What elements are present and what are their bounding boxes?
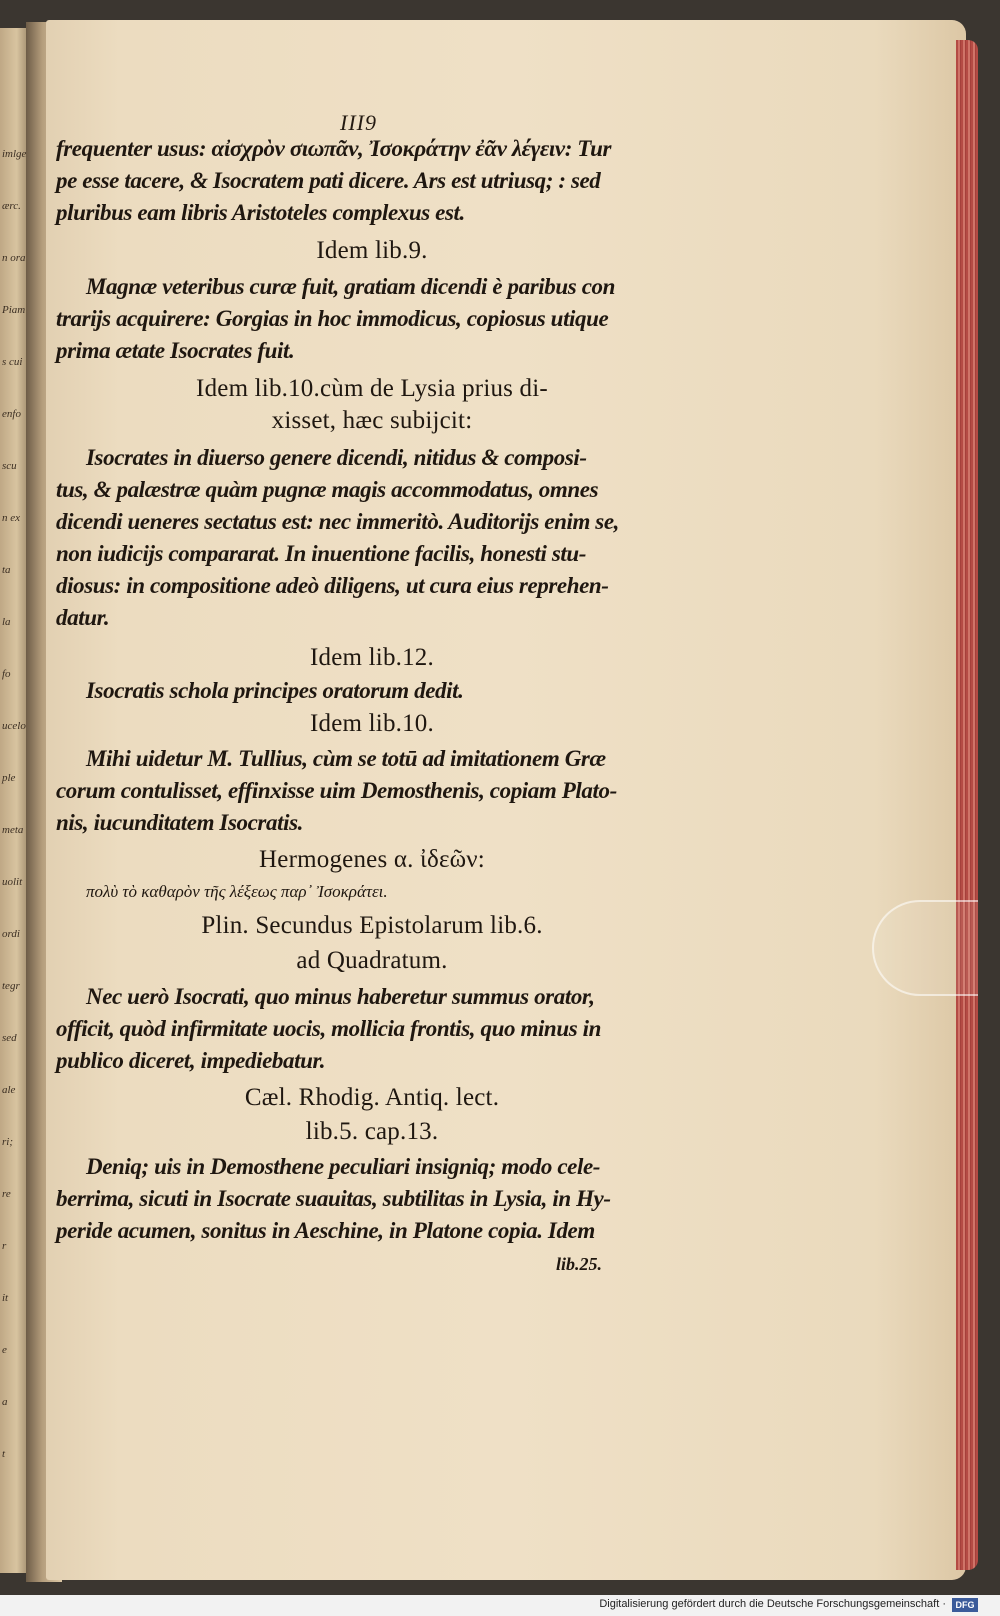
margin-note: scu — [2, 460, 17, 472]
margin-note: a — [2, 1396, 8, 1408]
section-heading: lib.5. cap.13. — [305, 1118, 439, 1145]
margin-note: ta — [2, 564, 11, 576]
text-line: Isocratis schola principes oratorum dedit. — [86, 678, 464, 703]
margin-note: tegr — [2, 980, 20, 992]
text-line: pluribus eam libris Aristoteles complexus est. — [56, 200, 465, 225]
margin-note: meta — [2, 824, 24, 836]
margin-note: sed — [2, 1032, 17, 1044]
margin-note: ale — [2, 1084, 16, 1096]
margin-note: la — [2, 616, 11, 628]
section-heading: Idem lib.12. — [310, 644, 434, 671]
text-line: berrima, sicuti in Isocrate suauitas, subtilitas in Lysia, in Hy- — [56, 1186, 611, 1211]
plastic-page-clip — [872, 900, 978, 996]
margin-note: uolit — [2, 876, 23, 888]
margin-note: re — [2, 1188, 11, 1200]
text-line: officit, quòd infirmitate uocis, mollicia frontis, quo minus in — [56, 1016, 601, 1041]
text-line: peride acumen, sonitus in Aeschine, in Platone copia. Idem — [56, 1218, 595, 1243]
section-heading: Plin. Secundus Epistolarum lib.6. — [201, 912, 543, 939]
margin-note: it — [2, 1292, 9, 1304]
section-heading: Hermogenes α. ἰδεῶν: — [259, 846, 485, 873]
red-page-edges — [956, 40, 978, 1570]
margin-note: ri; — [2, 1136, 13, 1148]
text-line: non iudicijs compararat. In inuentione facilis, honesti stu- — [56, 541, 587, 566]
margin-note: ordi — [2, 928, 20, 940]
text-line: prima ætate Isocrates fuit. — [56, 338, 295, 363]
margin-note: fo — [2, 668, 11, 680]
margin-note: n ex — [2, 512, 21, 524]
text-line: dicendi ueneres sectatus est: nec immeritò. Auditorijs enim se, — [56, 509, 619, 534]
footer-credit: Digitalisierung gefördert durch die Deutsche Forschungsgemeinschaft · — [599, 1598, 946, 1610]
text-line: Nec uerò Isocrati, quo minus haberetur summus orator, — [86, 984, 595, 1009]
section-heading: Cæl. Rhodig. Antiq. lect. — [244, 1084, 500, 1111]
text-line: pe esse tacere, & Isocratem pati dicere. Ars est utriusq; : sed — [56, 168, 601, 193]
text-line: diosus: in compositione adeò diligens, ut cura eius reprehen- — [56, 573, 609, 598]
text-line: Mihi uidetur M. Tullius, cùm se totū ad imitationem Græ — [86, 746, 606, 771]
section-heading: Idem lib.10.cùm de Lysia prius di- — [196, 375, 548, 402]
margin-note: enfo — [2, 408, 21, 420]
section-heading: xisset, hæc subijcit: — [271, 407, 473, 434]
text-line: Isocrates in diuerso genere dicendi, nitidus & composi- — [86, 445, 587, 470]
digitization-footer — [0, 1595, 1000, 1616]
page-number: III9 — [340, 110, 377, 135]
text-line: Deniq; uis in Demosthene peculiari insigniq; modo cele- — [86, 1154, 601, 1179]
text-line: frequenter usus: αἰσχρὸν σιωπᾶν, Ἰσοκράτην ἐᾶν λέγειν: Tur — [56, 136, 612, 161]
section-heading: Idem lib.10. — [310, 710, 434, 737]
text-line: datur. — [56, 605, 110, 630]
text-line: publico diceret, impediebatur. — [56, 1048, 326, 1073]
dfg-logo: DFG — [952, 1598, 978, 1612]
section-heading: ad Quadratum. — [296, 947, 448, 974]
greek-quotation: πολὺ τὸ καθαρὸν τῆς λέξεως παρ᾽ Ἰσοκράτει. — [86, 882, 388, 901]
text-line: trarijs acquirere: Gorgias in hoc immodicus, copiosus utique — [56, 306, 609, 331]
catchword: lib.25. — [556, 1254, 603, 1274]
margin-note: r — [2, 1240, 7, 1252]
margin-note: ucelo — [2, 720, 26, 732]
margin-note: Piam — [2, 304, 26, 316]
text-line: nis, iucunditatem Isocratis. — [56, 810, 303, 835]
margin-note: e — [2, 1344, 7, 1356]
margin-note: imlge — [2, 148, 27, 160]
text-line: corum contulisset, effinxisse uim Demosthenis, copiam Plato- — [56, 778, 617, 803]
margin-note: t — [2, 1448, 6, 1460]
margin-note: s cui — [2, 356, 23, 368]
margin-note: ple — [2, 772, 16, 784]
section-heading: Idem lib.9. — [316, 237, 428, 264]
margin-note: n ora — [2, 252, 26, 264]
text-line: Magnæ veteribus curæ fuit, gratiam dicendi è paribus con — [86, 274, 615, 299]
text-line: tus, & palæstræ quàm pugnæ magis accommodatus, omnes — [56, 477, 599, 502]
margin-note: ærc. — [2, 200, 21, 212]
